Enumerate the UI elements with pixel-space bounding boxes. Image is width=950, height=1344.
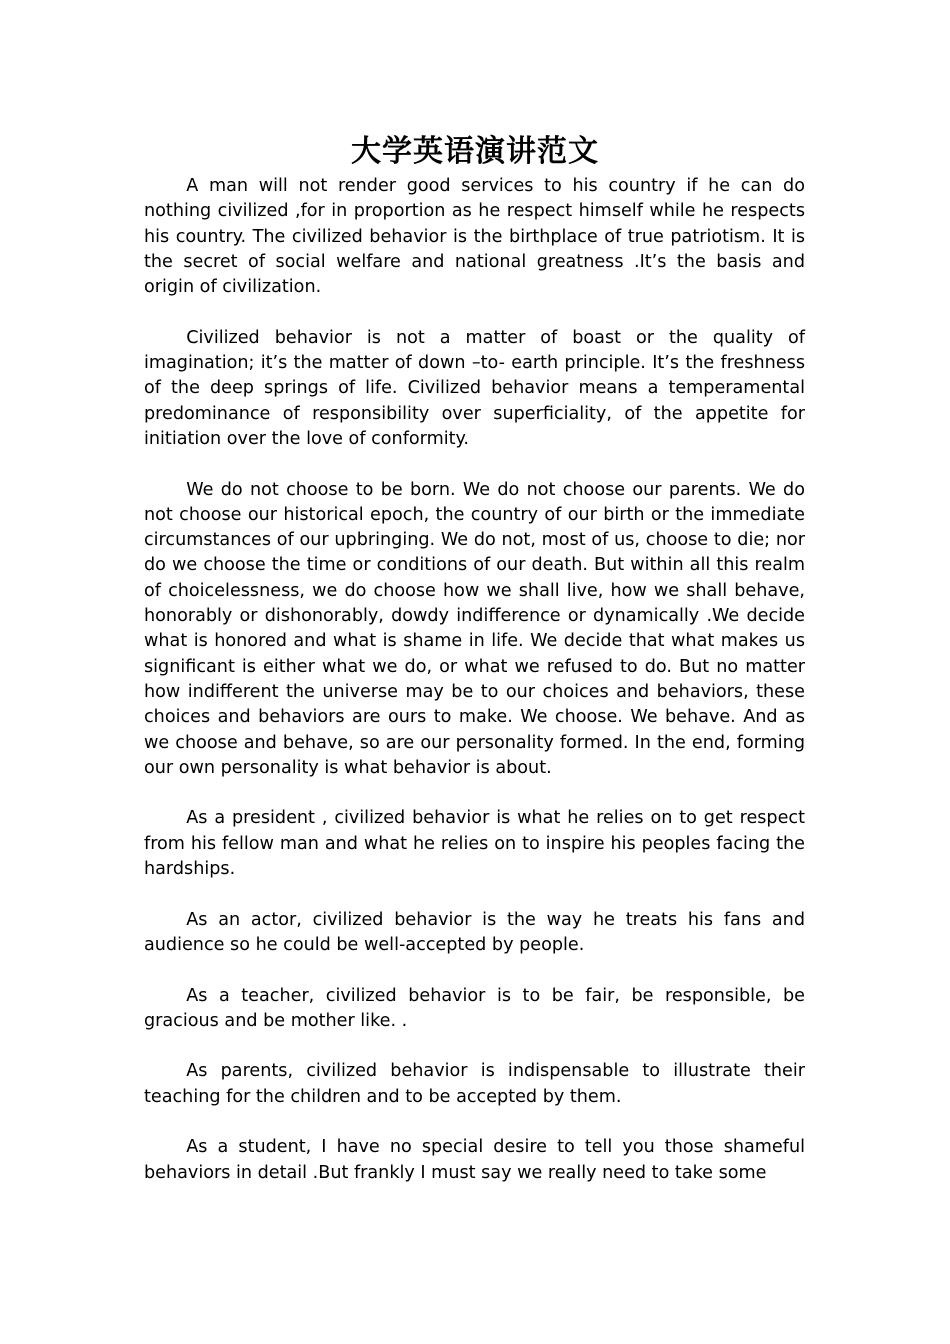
paragraph-5: As an actor, civilized behavior is the way he treats his fans and audience so he could be well-accepted by people.	[144, 909, 805, 955]
paragraph-2: Civilized behavior is not a matter of boast or the quality of imagination; it’s the matter of down –to- earth principle. It’s the freshness of the deep springs of life. Civilized behavior means a temperamental predominance of responsibility over superficiality, of the appetite for initiation over the love of conformity.	[144, 327, 805, 449]
document-title: 大学英语演讲范文	[351, 134, 599, 169]
paragraph-6: As a teacher, civilized behavior is to be fair, be responsible, be gracious and be mother like. .	[144, 985, 805, 1031]
paragraph-4: As a president , civilized behavior is what he relies on to get respect from his fellow man and what he relies on to inspire his peoples facing the hardships.	[144, 808, 805, 880]
document-body	[144, 174, 805, 1211]
paragraph-7: As parents, civilized behavior is indispensable to illustrate their teaching for the children and to be accepted by them.	[144, 1061, 805, 1107]
paragraph-8: As a student, I have no special desire to tell you those shameful behaviors in detail .But frankly I must say we really need to take some	[144, 1137, 805, 1183]
paragraph-3: We do not choose to be born. We do not choose our parents. We do not choose our historical epoch, the country of our birth or the immediate circumstances of our upbringing. We do not, most of us, choose to die; nor do we choose the time or conditions of our death. But within all this realm of choicelessness, we do choose how we shall live, how we shall behave, honorably or dishonorably, dowdy indifference or dynamically .We decide what is honored and what is shame in life. We decide that what makes us significant is either what we do, or what we refused to do. But no matter how indifferent the universe may be to our choices and behaviors, these choices and behaviors are ours to make. We choose. We behave. And as we choose and behave, so are our personality formed. In the end, forming our own personality is what behavior is about.	[144, 479, 805, 778]
paragraph-1: A man will not render good services to his country if he can do nothing civilized ,for in proportion as he respect himself while he respects his country. The civilized behavior is the birthplace of true patriotism. It is the secret of social welfare and national greatness .It’s the basis and origin of civilization.	[144, 176, 805, 298]
